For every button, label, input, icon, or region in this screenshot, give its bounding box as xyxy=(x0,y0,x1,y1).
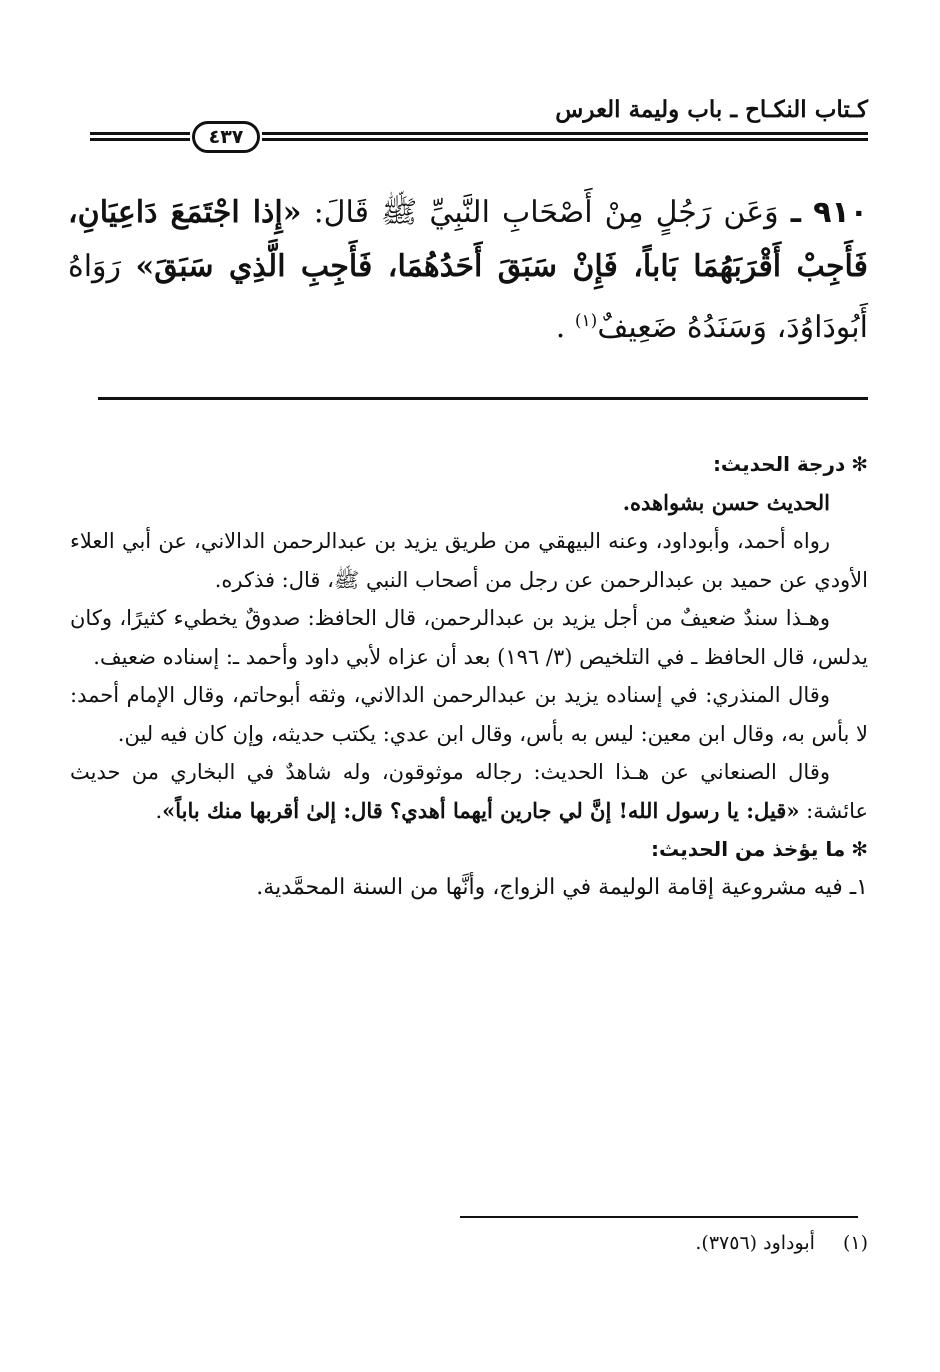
paragraph-1: رواه أحمد، وأبوداود، وعنه البيهقي من طريق يزيد بن عبدالرحمن الدالاني، عن أبي العلاء الأودي عن حميد بن عبدالرحمن عن رجل من أصحاب النبي ﷺ، قال: فذكره. xyxy=(70,529,868,592)
hadith-narration: رَوَاهُ أَبُودَاوُدَ، وَسَنَدُهُ ضَعِيفٌ xyxy=(68,249,868,345)
asterisk-icon: ✻ xyxy=(851,837,868,861)
footnote-reference: (١) xyxy=(574,311,598,331)
grade-heading-text: درجة الحديث: xyxy=(712,452,846,476)
paragraph-3: وقال المنذري: في إسناده يزيد بن عبدالرحمن الدالاني، وثقه أبوحاتم، وقال الإمام أحمد: لا بأس به، وقال ابن معين: ليس به بأس، وقال ابن عدي: يكتب حديثه، وإن كان فيه لين. xyxy=(70,683,868,746)
lessons-heading-text: ما يؤخذ من الحديث: xyxy=(651,837,846,861)
running-title: كـتاب النكـاح ـ باب وليمة العرس xyxy=(555,96,868,123)
footnote-rule xyxy=(460,1216,858,1218)
footnote-number: (١) xyxy=(842,1232,868,1254)
grade-text: الحديث حسن بشواهده. xyxy=(622,489,830,515)
hadith-number-dash: ـ xyxy=(790,195,801,230)
paragraph-4-text: وقال الصنعاني عن هـذا الحديث: رجاله موثوقون، وله شاهدٌ في البخاري من حديث عائشة: xyxy=(70,760,868,823)
hadith-number: ٩١٠ xyxy=(813,195,868,230)
hadith-end: . xyxy=(555,310,566,345)
lessons-heading xyxy=(70,830,868,869)
lesson-item-1: ١ـ فيه مشروعية إقامة الوليمة في الزواج، وأنَّها من السنة المحمَّدية. xyxy=(256,874,868,900)
asterisk-icon: ✻ xyxy=(851,452,868,476)
commentary xyxy=(70,445,868,907)
section-divider xyxy=(98,397,868,400)
hadith-text xyxy=(68,186,868,355)
page-number: ٤٣٧ xyxy=(192,121,260,153)
paragraph-2: وهـذا سندٌ ضعيفٌ من أجل يزيد بن عبدالرحمن، قال الحافظ: صدوقٌ يخطيء كثيرًا، وكان يدلس، قال الحافظ ـ في التلخيص (٣/ ١٩٦) بعد أن عزاه لأبي داود وأحمد ـ: إسناده ضعيف. xyxy=(70,606,868,669)
footnote-text: أبوداود (٣٧٥٦). xyxy=(695,1232,815,1254)
paragraph-4 xyxy=(70,753,868,830)
grade-heading xyxy=(70,445,868,484)
paragraph-4-end: . xyxy=(155,798,163,823)
hadith-intro: وَعَن رَجُلٍ مِنْ أَصْحَابِ النَّبِيِّ ﷺ قَالَ: xyxy=(313,195,779,230)
paragraph-4-quote: «قيل: يا رسول الله! إنَّ لي جارين أيهما أهدي؟ قال: إلىٰ أقربها منك باباً» xyxy=(162,797,800,823)
footnote xyxy=(695,1232,868,1254)
header-double-rule xyxy=(262,132,868,142)
header-double-rule-short xyxy=(90,132,190,142)
hadith-quote: «إِذا اجْتَمَعَ دَاعِيَانِ، فَأَجِبْ أَقْرَبَهُمَا بَاباً، فَإِنْ سَبَقَ أَحَدُهُمَا، فَأَجِبِ الَّذِي سَبَقَ» xyxy=(68,195,868,284)
